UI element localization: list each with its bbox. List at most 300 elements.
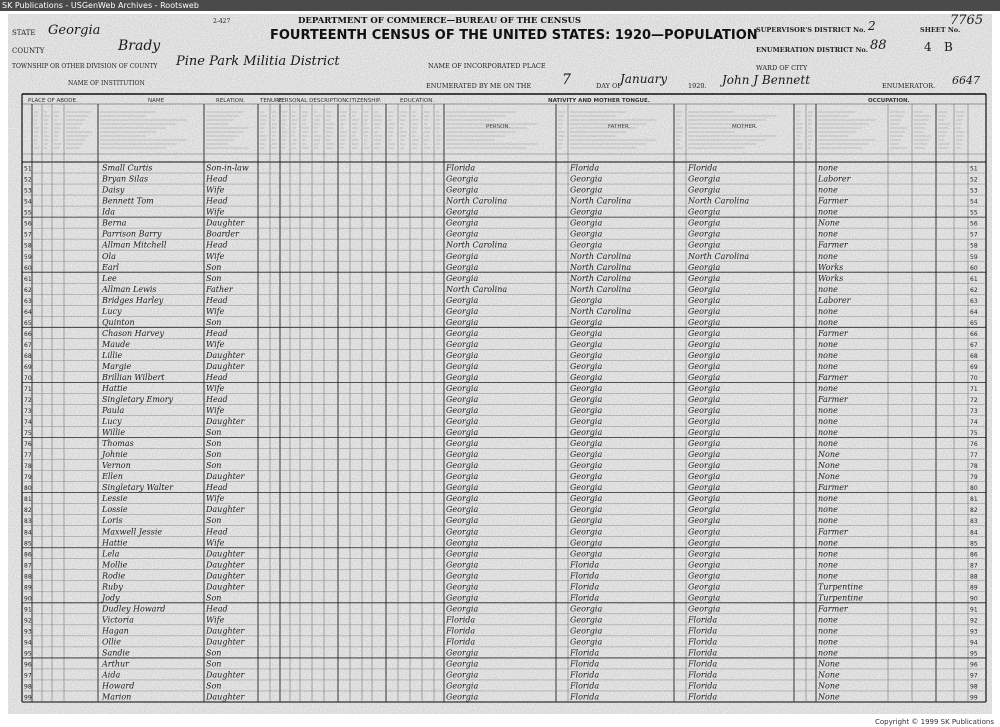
row-number-right: 70 — [970, 374, 978, 382]
relation: Son — [206, 262, 222, 272]
father-birthplace: Florida — [570, 163, 600, 173]
birthplace: Georgia — [446, 218, 479, 228]
father-birthplace: Florida — [570, 560, 600, 570]
state-value: Georgia — [48, 23, 101, 38]
ward-label: WARD OF CITY — [756, 64, 808, 72]
row-number-right: 75 — [970, 430, 978, 438]
person-name: Ruby — [102, 582, 123, 592]
occupation: none — [818, 439, 838, 449]
row-number-right: 61 — [970, 275, 978, 283]
enumerator-signature: John J Bennett — [722, 73, 811, 87]
row-number: 89 — [24, 584, 32, 592]
row-number-right: 65 — [970, 319, 978, 327]
birthplace: Georgia — [446, 560, 479, 570]
father-birthplace: Florida — [570, 670, 600, 680]
row-number: 91 — [24, 606, 32, 614]
col-tenure: TENURE. — [260, 98, 285, 104]
relation: Son-in-law — [206, 163, 249, 173]
corner-code-1: 7765 — [950, 13, 984, 28]
copyright-footer: Copyright © 1999 SK Publications — [874, 718, 994, 726]
day-of-label: DAY OF — [596, 82, 622, 90]
mother-birthplace: Georgia — [688, 384, 721, 394]
person-name: Maxwell Jessie — [102, 527, 163, 537]
mother-birthplace: Georgia — [688, 350, 721, 360]
father-birthplace: Georgia — [570, 439, 603, 449]
birthplace: Georgia — [446, 516, 479, 526]
father-birthplace: Florida — [570, 593, 600, 603]
col-person: PERSON. — [486, 124, 511, 130]
mother-birthplace: Georgia — [688, 262, 721, 272]
relation: Daughter — [206, 350, 245, 360]
birthplace: Georgia — [446, 251, 479, 261]
birthplace: Georgia — [446, 229, 479, 239]
relation: Daughter — [206, 218, 245, 228]
row-number: 78 — [24, 463, 32, 471]
relation: Daughter — [206, 626, 245, 636]
form-number: 2-427 — [213, 18, 231, 25]
township-label: TOWNSHIP OR OTHER DIVISION OF COUNTY — [12, 63, 158, 70]
mother-birthplace: Georgia — [688, 483, 721, 493]
birthplace: Georgia — [446, 395, 479, 405]
row-number: 67 — [24, 341, 32, 349]
father-birthplace: Georgia — [570, 317, 603, 327]
county-label: COUNTY — [12, 47, 45, 55]
row-number-right: 80 — [970, 485, 978, 493]
row-number: 79 — [24, 474, 32, 482]
birthplace: Georgia — [446, 273, 479, 283]
person-name: Singletary Emory — [102, 395, 174, 405]
relation: Head — [206, 240, 228, 250]
row-number-right: 99 — [970, 694, 978, 702]
occupation: none — [818, 505, 838, 515]
father-birthplace: North Carolina — [570, 306, 632, 316]
mother-birthplace: Florida — [688, 670, 718, 680]
occupation: Laborer — [818, 295, 851, 305]
father-birthplace: Georgia — [570, 527, 603, 537]
relation: Father — [206, 284, 233, 294]
birthplace: Georgia — [446, 571, 479, 581]
birthplace: Georgia — [446, 659, 479, 669]
census-grid — [8, 14, 992, 714]
father-birthplace: Florida — [570, 582, 600, 592]
mother-birthplace: Florida — [688, 692, 718, 702]
occupation: none — [818, 417, 838, 427]
row-number: 76 — [24, 441, 32, 449]
mother-birthplace: Florida — [688, 659, 718, 669]
mother-birthplace: Florida — [688, 615, 718, 625]
relation: Daughter — [206, 670, 245, 680]
person-name: Margie — [102, 361, 132, 371]
birthplace: Georgia — [446, 417, 479, 427]
person-name: Allman Lewis — [102, 284, 157, 294]
father-birthplace: Georgia — [570, 229, 603, 239]
row-number-right: 52 — [970, 176, 978, 184]
father-birthplace: Florida — [570, 648, 600, 658]
person-name: Berna — [102, 218, 127, 228]
mother-birthplace: Georgia — [688, 582, 721, 592]
person-name: Lucy — [102, 306, 122, 316]
father-birthplace: Georgia — [570, 428, 603, 438]
person-name: Lucy — [102, 417, 122, 427]
father-birthplace: Georgia — [570, 549, 603, 559]
occupation: none — [818, 163, 838, 173]
father-birthplace: Georgia — [570, 626, 603, 636]
person-name: Bennett Tom — [102, 196, 154, 206]
row-number: 99 — [24, 694, 32, 702]
row-number: 84 — [24, 529, 32, 537]
occupation: none — [818, 361, 838, 371]
mother-birthplace: Georgia — [688, 549, 721, 559]
person-name: Singletary Walter — [102, 483, 174, 493]
occupation: none — [818, 251, 838, 261]
mother-birthplace: Georgia — [688, 229, 721, 239]
row-number: 74 — [24, 419, 32, 427]
mother-birthplace: Georgia — [688, 207, 721, 217]
mother-birthplace: Georgia — [688, 527, 721, 537]
relation: Wife — [206, 494, 225, 504]
birthplace: North Carolina — [446, 284, 508, 294]
occupation: none — [818, 538, 838, 548]
row-number: 63 — [24, 297, 32, 305]
mother-birthplace: Georgia — [688, 372, 721, 382]
father-birthplace: Georgia — [570, 185, 603, 195]
person-name: Hattie — [102, 384, 128, 394]
father-birthplace: Georgia — [570, 505, 603, 515]
row-number-right: 60 — [970, 264, 978, 272]
mother-birthplace: Florida — [688, 648, 718, 658]
mother-birthplace: Georgia — [688, 273, 721, 283]
row-number: 82 — [24, 507, 32, 515]
row-number: 87 — [24, 562, 32, 570]
mother-birthplace: Georgia — [688, 317, 721, 327]
row-number-right: 53 — [970, 187, 978, 195]
mother-birthplace: Georgia — [688, 240, 721, 250]
occupation: none — [818, 549, 838, 559]
mother-birthplace: Georgia — [688, 505, 721, 515]
birthplace: Georgia — [446, 207, 479, 217]
occupation: Works — [818, 262, 844, 272]
col-education: EDUCATION. — [400, 98, 435, 104]
person-name: Bryan Silas — [102, 174, 149, 184]
relation: Wife — [206, 306, 225, 316]
mother-birthplace: Georgia — [688, 295, 721, 305]
mother-birthplace: Florida — [688, 681, 718, 691]
person-name: Lee — [102, 273, 117, 283]
row-number: 85 — [24, 540, 32, 548]
father-birthplace: Georgia — [570, 384, 603, 394]
row-number: 73 — [24, 408, 32, 416]
archive-banner: SK Publications - USGenWeb Archives - Rootsweb — [0, 0, 1000, 11]
mother-birthplace: Georgia — [688, 218, 721, 228]
col-father: FATHER. — [608, 124, 631, 130]
father-birthplace: Georgia — [570, 615, 603, 625]
father-birthplace: Georgia — [570, 207, 603, 217]
census-sheet — [8, 14, 992, 714]
relation: Head — [206, 196, 228, 206]
row-number-right: 98 — [970, 683, 978, 691]
relation: Son — [206, 648, 222, 658]
father-birthplace: North Carolina — [570, 251, 632, 261]
row-number-right: 86 — [970, 551, 978, 559]
mother-birthplace: Georgia — [688, 450, 721, 460]
row-number: 92 — [24, 617, 32, 625]
row-number-right: 88 — [970, 573, 978, 581]
person-name: Small Curtis — [102, 163, 153, 173]
mother-birthplace: Georgia — [688, 494, 721, 504]
row-number-right: 94 — [970, 639, 978, 647]
relation: Daughter — [206, 361, 245, 371]
occupation: Farmer — [818, 328, 848, 338]
occupation: none — [818, 571, 838, 581]
occupation: none — [818, 560, 838, 570]
row-number: 51 — [24, 165, 32, 173]
row-number-right: 55 — [970, 209, 978, 217]
person-name: Brillian Wilbert — [102, 372, 165, 382]
relation: Son — [206, 450, 222, 460]
relation: Wife — [206, 207, 225, 217]
person-name: Ellen — [102, 472, 123, 482]
row-number-right: 66 — [970, 330, 978, 338]
occupation: none — [818, 207, 838, 217]
row-number: 95 — [24, 650, 32, 658]
relation: Head — [206, 174, 228, 184]
father-birthplace: Georgia — [570, 174, 603, 184]
relation: Daughter — [206, 560, 245, 570]
mother-birthplace: Georgia — [688, 538, 721, 548]
occupation: None — [818, 692, 840, 702]
birthplace: Georgia — [446, 505, 479, 515]
enumerated-year: 1920. — [688, 82, 707, 90]
person-name: Jody — [102, 593, 120, 603]
row-number: 66 — [24, 330, 32, 338]
father-birthplace: Georgia — [570, 395, 603, 405]
father-birthplace: Georgia — [570, 538, 603, 548]
mother-birthplace: Georgia — [688, 185, 721, 195]
col-relation: RELATION. — [216, 98, 245, 104]
row-number-right: 56 — [970, 220, 978, 228]
row-number-right: 57 — [970, 231, 978, 239]
relation: Wife — [206, 251, 225, 261]
birthplace: Georgia — [446, 439, 479, 449]
occupation: Farmer — [818, 527, 848, 537]
relation: Wife — [206, 615, 225, 625]
birthplace: Georgia — [446, 372, 479, 382]
father-birthplace: Florida — [570, 571, 600, 581]
row-number-right: 82 — [970, 507, 978, 515]
birthplace: Georgia — [446, 339, 479, 349]
row-number-right: 69 — [970, 363, 978, 371]
row-number: 93 — [24, 628, 32, 636]
birthplace: Georgia — [446, 670, 479, 680]
person-name: Mollie — [102, 560, 128, 570]
birthplace: Georgia — [446, 692, 479, 702]
birthplace: Georgia — [446, 174, 479, 184]
row-number: 75 — [24, 430, 32, 438]
occupation: none — [818, 428, 838, 438]
person-name: Marion — [102, 692, 132, 702]
occupation: Farmer — [818, 604, 848, 614]
father-birthplace: Georgia — [570, 240, 603, 250]
birthplace: Georgia — [446, 604, 479, 614]
relation: Son — [206, 516, 222, 526]
enumerator-label: ENUMERATOR. — [882, 82, 936, 90]
person-name: Earl — [102, 262, 119, 272]
occupation: none — [818, 350, 838, 360]
row-number: 52 — [24, 176, 32, 184]
birthplace: Georgia — [446, 549, 479, 559]
person-name: Chason Harvey — [102, 328, 165, 338]
census-title: FOURTEENTH CENSUS OF THE UNITED STATES: 1920—POPULATION — [270, 28, 758, 43]
enumeration-label: ENUMERATION DISTRICT No. — [756, 46, 868, 54]
birthplace: Florida — [446, 163, 476, 173]
person-name: Arthur — [102, 659, 129, 669]
row-number-right: 89 — [970, 584, 978, 592]
birthplace: Georgia — [446, 361, 479, 371]
row-number: 80 — [24, 485, 32, 493]
relation: Boarder — [206, 229, 239, 239]
occupation: Turpentine — [818, 582, 863, 592]
occupation: none — [818, 306, 838, 316]
birthplace: Georgia — [446, 328, 479, 338]
father-birthplace: North Carolina — [570, 273, 632, 283]
mother-birthplace: Georgia — [688, 174, 721, 184]
relation: Son — [206, 659, 222, 669]
mother-birthplace: Florida — [688, 637, 718, 647]
relation: Head — [206, 483, 228, 493]
birthplace: Georgia — [446, 494, 479, 504]
birthplace: Georgia — [446, 582, 479, 592]
row-number: 56 — [24, 220, 32, 228]
row-number-right: 67 — [970, 341, 978, 349]
row-number: 68 — [24, 352, 32, 360]
row-number-right: 92 — [970, 617, 978, 625]
row-number: 96 — [24, 661, 32, 669]
occupation: Farmer — [818, 395, 848, 405]
row-number: 69 — [24, 363, 32, 371]
mother-birthplace: Georgia — [688, 306, 721, 316]
relation: Head — [206, 372, 228, 382]
occupation: none — [818, 637, 838, 647]
father-birthplace: Georgia — [570, 483, 603, 493]
relation: Son — [206, 273, 222, 283]
father-birthplace: North Carolina — [570, 196, 632, 206]
person-name: Maude — [102, 339, 130, 349]
occupation: Turpentine — [818, 593, 863, 603]
relation: Head — [206, 328, 228, 338]
col-personal: PERSONAL DESCRIPTION. — [278, 98, 349, 104]
father-birthplace: Georgia — [570, 461, 603, 471]
occupation: none — [818, 284, 838, 294]
birthplace: Georgia — [446, 406, 479, 416]
occupation: none — [818, 516, 838, 526]
birthplace: Georgia — [446, 483, 479, 493]
birthplace: Georgia — [446, 295, 479, 305]
occupation: None — [818, 472, 840, 482]
father-birthplace: North Carolina — [570, 284, 632, 294]
row-number-right: 59 — [970, 253, 978, 261]
father-birthplace: Georgia — [570, 328, 603, 338]
row-number: 60 — [24, 264, 32, 272]
person-name: Daisy — [102, 185, 125, 195]
occupation: Farmer — [818, 483, 848, 493]
person-name: Bridges Harley — [102, 295, 164, 305]
row-number: 71 — [24, 386, 32, 394]
row-number-right: 97 — [970, 672, 978, 680]
row-number-right: 91 — [970, 606, 978, 614]
occupation: none — [818, 229, 838, 239]
father-birthplace: Georgia — [570, 295, 603, 305]
father-birthplace: Georgia — [570, 417, 603, 427]
row-number: 65 — [24, 319, 32, 327]
col-occupation: OCCUPATION. — [868, 98, 910, 104]
row-number-right: 87 — [970, 562, 978, 570]
row-number-right: 63 — [970, 297, 978, 305]
person-name: Paula — [102, 406, 125, 416]
person-name: Lossie — [102, 505, 128, 515]
relation: Head — [206, 604, 228, 614]
row-number-right: 77 — [970, 452, 978, 460]
row-number-right: 93 — [970, 628, 978, 636]
father-birthplace: Florida — [570, 681, 600, 691]
mother-birthplace: Georgia — [688, 571, 721, 581]
col-citizenship: CITIZENSHIP. — [346, 98, 382, 104]
father-birthplace: Georgia — [570, 637, 603, 647]
mother-birthplace: Georgia — [688, 339, 721, 349]
row-number-right: 74 — [970, 419, 978, 427]
relation: Head — [206, 295, 228, 305]
father-birthplace: Georgia — [570, 406, 603, 416]
mother-birthplace: Georgia — [688, 428, 721, 438]
person-name: Willie — [102, 428, 126, 438]
mother-birthplace: North Carolina — [688, 251, 750, 261]
relation: Son — [206, 681, 222, 691]
person-name: Sandie — [102, 648, 130, 658]
col-nativity: NATIVITY AND MOTHER TONGUE. — [548, 98, 650, 104]
relation: Wife — [206, 538, 225, 548]
relation: Son — [206, 428, 222, 438]
enumeration-value: 88 — [870, 38, 887, 53]
birthplace: North Carolina — [446, 240, 508, 250]
mother-birthplace: Georgia — [688, 395, 721, 405]
mother-birthplace: Georgia — [688, 417, 721, 427]
relation: Son — [206, 461, 222, 471]
occupation: None — [818, 450, 840, 460]
row-number-right: 68 — [970, 352, 978, 360]
supervisor-label: SUPERVISOR'S DISTRICT No. — [756, 26, 866, 34]
person-name: Thomas — [102, 439, 134, 449]
row-number: 83 — [24, 518, 32, 526]
occupation: Farmer — [818, 240, 848, 250]
row-number-right: 64 — [970, 308, 978, 316]
row-number-right: 58 — [970, 242, 978, 250]
row-number: 64 — [24, 308, 32, 316]
row-number: 59 — [24, 253, 32, 261]
father-birthplace: Georgia — [570, 339, 603, 349]
row-number-right: 73 — [970, 408, 978, 416]
birthplace: Georgia — [446, 472, 479, 482]
birthplace: Georgia — [446, 538, 479, 548]
occupation: None — [818, 218, 840, 228]
relation: Son — [206, 317, 222, 327]
person-name: Hattie — [102, 538, 128, 548]
row-number: 86 — [24, 551, 32, 559]
row-number: 81 — [24, 496, 32, 504]
corner-code-2: 6647 — [952, 74, 980, 87]
relation: Daughter — [206, 571, 245, 581]
relation: Daughter — [206, 549, 245, 559]
relation: Head — [206, 527, 228, 537]
row-number: 98 — [24, 683, 32, 691]
